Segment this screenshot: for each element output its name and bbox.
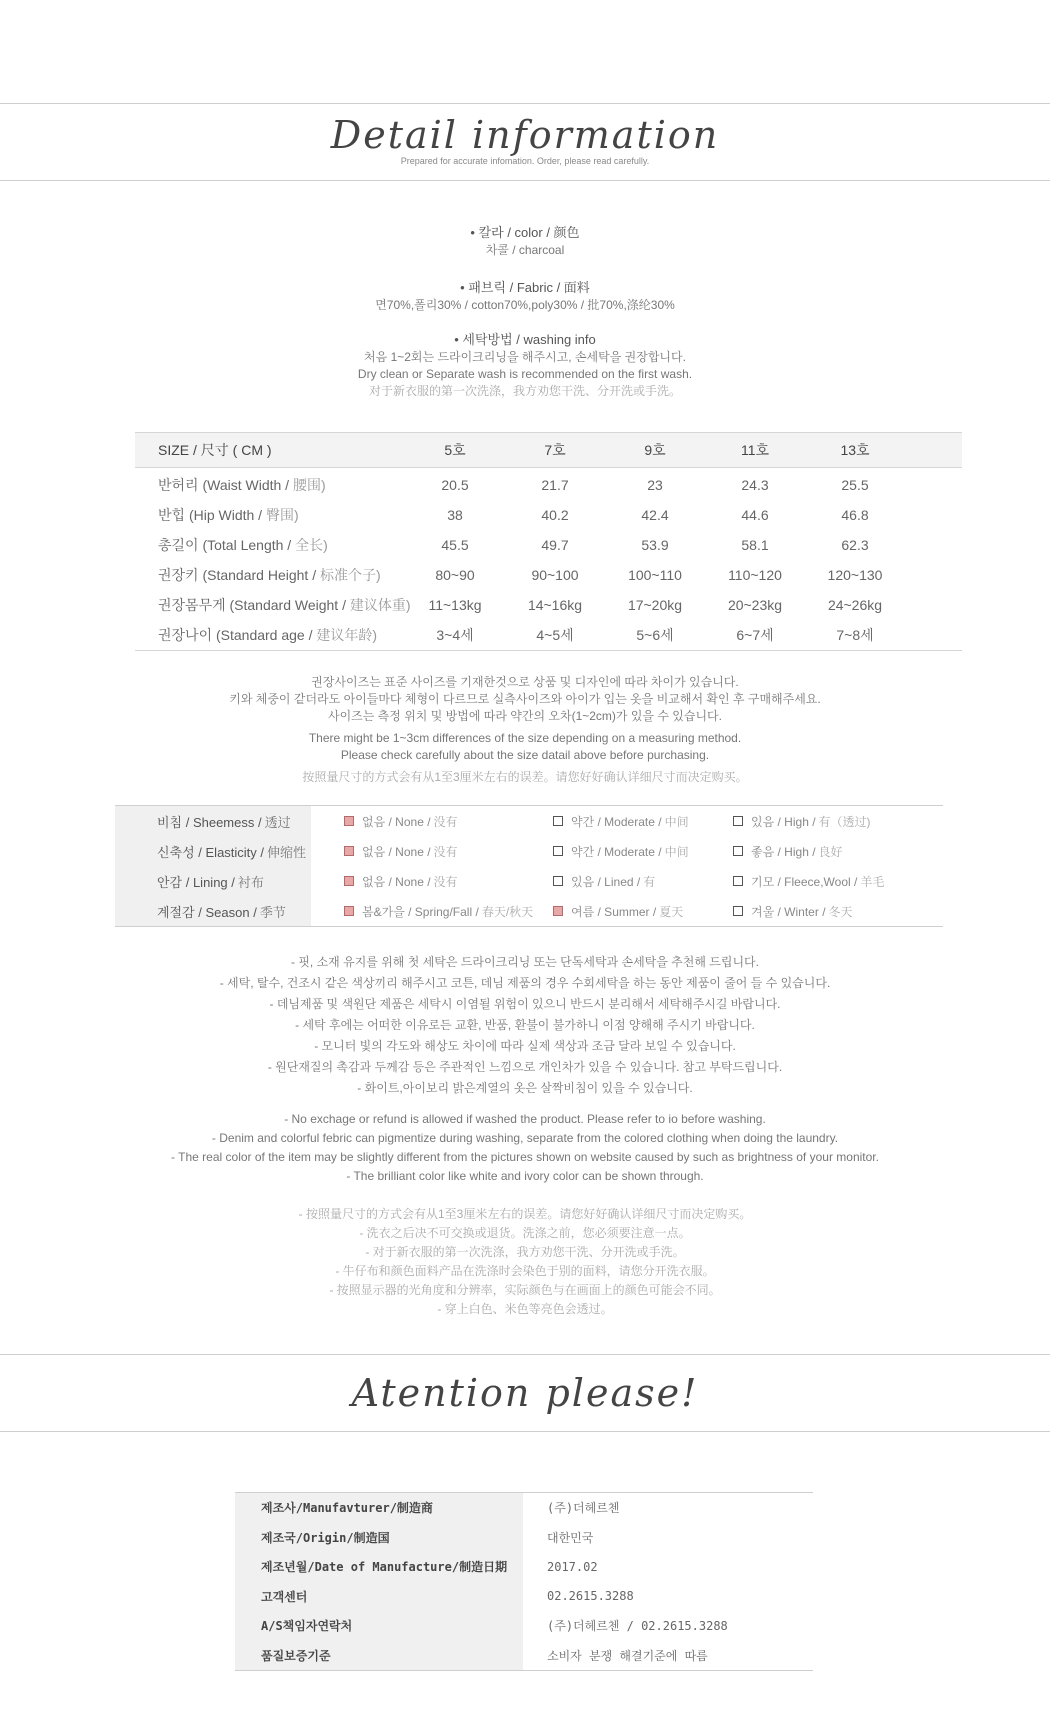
size-table-header <box>135 432 962 468</box>
detail-subtitle: Prepared for accurate infomation. Order, please read carefully. <box>400 156 650 166</box>
size-cell: 53.9 <box>641 537 669 553</box>
property-option: 없음 / None / 没有 <box>344 813 458 830</box>
size-cell: 80~90 <box>435 567 475 583</box>
size-note-kr: 사이즈는 측정 위치 및 방법에 따라 약간의 오차(1~2cm)가 있을 수 있습니다. <box>327 709 722 723</box>
property-table <box>115 805 943 927</box>
size-row-label: 권장나이 (Standard age / 建议年龄) <box>158 627 378 643</box>
manufacturer-label: 제조국/Origin/制造国 <box>235 1523 523 1553</box>
divider <box>0 1354 1050 1355</box>
size-row <box>135 500 962 530</box>
care-line: - 按照量尺寸的方式会有从1至3厘米左右的误差。请您好好确认详细尺寸而决定购买。 <box>298 1207 752 1221</box>
size-row-label: 권장키 (Standard Height / 标准个子) <box>158 567 381 583</box>
size-table <box>135 432 962 651</box>
property-option: 약간 / Moderate / 中间 <box>553 843 689 860</box>
size-cell: 21.7 <box>541 477 569 493</box>
size-note-en: There might be 1~3cm differences of the size depending on a measuring method. <box>308 731 742 745</box>
size-cell: 62.3 <box>841 537 869 553</box>
property-option: 없음 / None / 没有 <box>344 843 458 860</box>
size-row-label: 반힙 (Hip Width / 臀围) <box>158 507 299 523</box>
washing-kr: 처음 1~2회는 드라이크리닝을 해주시고, 손세탁을 권장합니다. <box>364 350 686 364</box>
property-option: 여름 / Summer / 夏天 <box>553 903 683 920</box>
manufacturer-label: 제조년월/Date of Manufacture/制造日期 <box>235 1552 523 1582</box>
manufacturer-label: A/S책임자연락처 <box>235 1611 523 1641</box>
size-cell: 24.3 <box>741 477 769 493</box>
manufacturer-row <box>235 1552 813 1582</box>
checkbox-unchecked <box>553 816 563 826</box>
manufacturer-value: 02.2615.3288 <box>547 1589 634 1604</box>
care-line: - Denim and colorful febric can pigmentize during washing, separate from the colored clothing when doing the laundry. <box>211 1131 839 1145</box>
property-option: 봄&가을 / Spring/Fall / 春天/秋天 <box>344 903 533 920</box>
manufacturer-value: (주)더헤르첸 / 02.2615.3288 <box>547 1619 728 1634</box>
attention-title: Atention please! <box>351 1371 699 1415</box>
size-cell: 100~110 <box>628 567 682 583</box>
washing-en: Dry clean or Separate wash is recommended on the first wash. <box>357 367 693 381</box>
size-row <box>135 560 962 590</box>
manufacturer-label: 제조사/Manufavturer/制造商 <box>235 1493 523 1523</box>
size-cell: 20~23kg <box>727 597 783 613</box>
size-cell: 24~26kg <box>827 597 883 613</box>
care-line: - The brilliant color like white and ivory color can be shown through. <box>346 1169 704 1183</box>
property-row <box>115 806 943 836</box>
property-option: 약간 / Moderate / 中间 <box>553 813 689 830</box>
property-option: 없음 / None / 没有 <box>344 873 458 890</box>
checkbox-unchecked <box>733 876 743 886</box>
manufacturer-row <box>235 1582 813 1612</box>
detail-title: Detail information <box>330 113 720 157</box>
care-line: - No exchage or refund is allowed if washed the product. Please refer to io before washing. <box>284 1112 766 1126</box>
property-row <box>115 866 943 896</box>
manufacturer-row <box>235 1641 813 1671</box>
fabric-info <box>0 279 1050 314</box>
care-line: - 按照显示器的光角度和分辨率，实际颜色与在画面上的颜色可能会不同。 <box>329 1283 721 1297</box>
size-note-kr: 권장사이즈는 표준 사이즈를 기재한것으로 상품 및 디자인에 따라 차이가 있습니다. <box>311 675 739 689</box>
size-cell: 7~8세 <box>836 627 874 643</box>
color-heading: • 칼라 / color / 颜色 <box>470 225 580 240</box>
divider <box>0 180 1050 181</box>
washing-zh: 对于新衣服的第一次洗涤，我方劝您干洗、分开洗或手洗。 <box>368 384 681 398</box>
divider <box>0 1431 1050 1432</box>
property-option: 좋음 / High / 良好 <box>733 843 843 860</box>
manufacturer-row <box>235 1493 813 1523</box>
size-cell: 40.2 <box>541 507 569 523</box>
care-line: - 对于新衣服的第一次洗涤，我方劝您干洗、分开洗或手洗。 <box>365 1245 685 1259</box>
property-row <box>115 896 943 926</box>
size-cell: 49.7 <box>541 537 569 553</box>
property-label: 신축성 / Elasticity / 伸缩性 <box>115 836 311 866</box>
property-label: 비침 / Sheemess / 透过 <box>115 806 311 836</box>
manufacturer-value: (주)더헤르첸 <box>547 1501 620 1516</box>
size-cell: 6~7세 <box>736 627 774 643</box>
checkbox-unchecked <box>553 876 563 886</box>
manufacturer-value: 대한민국 <box>547 1530 594 1545</box>
care-line: - 牛仔布和颜色面料产品在洗涤时会染色于别的面料，请您分开洗衣服。 <box>335 1264 715 1278</box>
manufacturer-value: 2017.02 <box>547 1559 598 1574</box>
size-cell: 11~13kg <box>428 597 482 613</box>
care-line: - 세탁 후에는 어떠한 이유로든 교환, 반품, 환불이 불가하니 이점 양해해 주시기 바랍니다. <box>295 1018 755 1032</box>
size-cell: 3~4세 <box>436 627 474 643</box>
checkbox-unchecked <box>733 846 743 856</box>
size-cell: 58.1 <box>741 537 769 553</box>
care-line: - 세탁, 탈수, 건조시 같은 색상끼리 해주시고 코튼, 데님 제품의 경우 수회세탁을 하는 동안 제품이 줄어 들 수 있습니다. <box>219 976 831 990</box>
care-line: - The real color of the item may be slightly different from the pictures shown on website caused by such as brightness of your monitor. <box>171 1150 879 1164</box>
size-col-header: 11호 <box>740 442 770 458</box>
size-cell: 4~5세 <box>536 627 574 643</box>
size-cell: 90~100 <box>531 567 579 583</box>
checkbox-checked <box>344 876 354 886</box>
size-cell: 25.5 <box>841 477 869 493</box>
care-notes-zh <box>0 1205 1050 1319</box>
property-label: 안감 / Lining / 衬布 <box>115 866 311 896</box>
checkbox-checked <box>344 816 354 826</box>
size-cell: 44.6 <box>741 507 769 523</box>
divider <box>0 103 1050 104</box>
property-option: 있음 / High / 有（透过) <box>733 813 871 830</box>
size-row <box>135 530 962 560</box>
property-row <box>115 836 943 866</box>
manufacturer-row <box>235 1611 813 1641</box>
manufacturer-label: 고객센터 <box>235 1582 523 1612</box>
care-line: - 화이트,아이보리 밝은계열의 옷은 살짝비침이 있을 수 있습니다. <box>357 1081 693 1095</box>
size-header-label: SIZE / 尺寸 ( CM ) <box>158 442 272 458</box>
checkbox-unchecked <box>553 846 563 856</box>
size-cell: 23 <box>647 477 663 493</box>
size-note-zh: 按照量尺寸的方式会有从1至3厘米左右的误差。请您好好确认详细尺寸而决定购买。 <box>302 770 748 784</box>
size-row <box>135 470 962 500</box>
care-line: - 데님제품 및 색원단 제품은 세탁시 이염될 위험이 있으니 반드시 분리해서 세탁해주시길 바랍니다. <box>269 997 781 1011</box>
size-cell: 38 <box>447 507 463 523</box>
fabric-heading: • 패브릭 / Fabric / 面料 <box>460 280 590 295</box>
color-info <box>0 224 1050 259</box>
care-line: - 穿上白色、米色等亮色会透过。 <box>437 1302 613 1316</box>
care-line: - 핏, 소재 유지를 위해 첫 세탁은 드라이크리닝 또는 단독세탁과 손세탁을 추천해 드립니다. <box>291 955 759 969</box>
size-row <box>135 620 962 651</box>
care-notes-kr <box>0 952 1050 1099</box>
property-option: 기모 / Fleece,Wool / 羊毛 <box>733 873 884 890</box>
size-cell: 14~16kg <box>527 597 583 613</box>
washing-heading: • 세탁방법 / washing info <box>454 332 596 347</box>
fabric-value: 면70%,폴리30% / cotton70%,poly30% / 批70%,涤纶30% <box>375 298 675 312</box>
size-row <box>135 590 962 620</box>
size-cell: 46.8 <box>841 507 869 523</box>
manufacturer-label: 품질보증기준 <box>235 1641 523 1671</box>
size-col-header: 7호 <box>544 442 566 458</box>
care-line: - 洗衣之后决不可交换或退货。洗涤之前，您必须要注意一点。 <box>359 1226 691 1240</box>
checkbox-checked <box>344 846 354 856</box>
size-row-label: 총길이 (Total Length / 全长) <box>158 537 328 553</box>
size-col-header: 5호 <box>444 442 466 458</box>
size-row-label: 반허리 (Waist Width / 腰围) <box>158 477 326 493</box>
size-cell: 110~120 <box>728 567 782 583</box>
checkbox-checked <box>553 906 563 916</box>
property-option: 겨울 / Winter / 冬天 <box>733 903 853 920</box>
checkbox-checked <box>344 906 354 916</box>
size-cell: 120~130 <box>827 567 883 583</box>
size-notes <box>0 674 1050 786</box>
size-cell: 45.5 <box>441 537 469 553</box>
manufacturer-value: 소비자 분쟁 해결기준에 따름 <box>547 1648 708 1663</box>
property-label: 계절감 / Season / 季节 <box>115 896 311 926</box>
size-note-en: Please check carefully about the size datail above before purchasing. <box>340 748 710 762</box>
washing-info <box>0 331 1050 400</box>
care-line: - 모니터 빛의 각도와 해상도 차이에 따라 실제 색상과 조금 달라 보일 수 있습니다. <box>314 1039 736 1053</box>
size-col-header: 13호 <box>840 442 870 458</box>
size-cell: 5~6세 <box>636 627 674 643</box>
manufacturer-row <box>235 1523 813 1553</box>
color-value: 차콜 / charcoal <box>485 243 565 257</box>
care-notes-en <box>0 1110 1050 1186</box>
size-row-label: 권장몸무게 (Standard Weight / 建议体重) <box>158 597 411 613</box>
manufacturer-table <box>235 1492 813 1671</box>
checkbox-unchecked <box>733 906 743 916</box>
size-cell: 20.5 <box>441 477 469 493</box>
checkbox-unchecked <box>733 816 743 826</box>
size-note-kr: 키와 체중이 같더라도 아이들마다 체형이 다르므로 실측사이즈와 아이가 입는 옷을 비교해서 확인 후 구매해주세요. <box>229 692 821 706</box>
size-cell: 42.4 <box>641 507 669 523</box>
size-col-header: 9호 <box>644 442 666 458</box>
care-line: - 원단재질의 촉감과 두께감 등은 주관적인 느낌으로 개인차가 있을 수 있습니다. 참고 부탁드립니다. <box>267 1060 783 1074</box>
size-cell: 17~20kg <box>627 597 683 613</box>
property-option: 있음 / Lined / 有 <box>553 873 655 890</box>
